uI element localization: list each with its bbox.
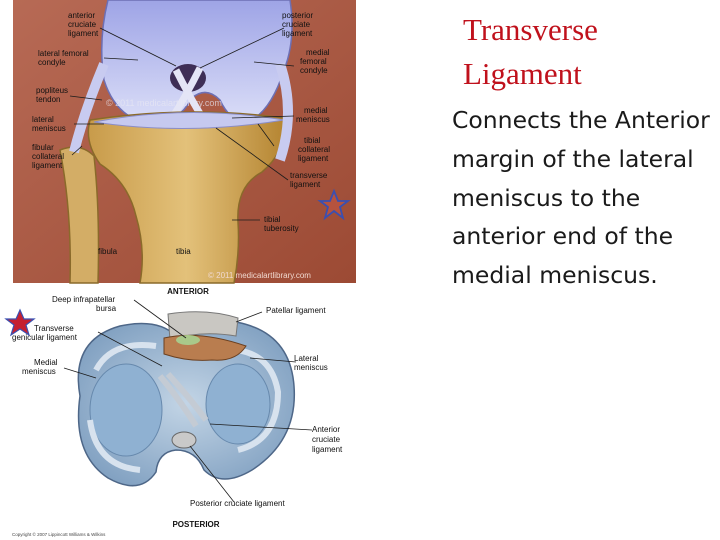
label-top-medial-meniscus: medial meniscus: [296, 106, 330, 124]
deep-infrapatellar-bursa: [176, 335, 200, 345]
watermark-top: © 2011 medicalartlibrary.com: [106, 98, 222, 108]
bottom-tibial-plateau-illustration: [6, 287, 343, 537]
label-posterior: POSTERIOR: [172, 520, 220, 529]
label-tibia: tibia: [176, 247, 191, 256]
label-fibular-collateral-ligament: fibular collateral ligament: [32, 143, 65, 170]
label-lateral-femoral-condyle: lateral femoral condyle: [38, 49, 89, 67]
slide-title-line-1: Transverse: [463, 12, 598, 47]
label-popliteus-tendon: popliteus tendon: [36, 86, 69, 104]
medial-facet: [90, 364, 162, 456]
label-medial-femoral-condyle: medial femoral condyle: [300, 48, 330, 75]
label-tibial-collateral-ligament: tibial collateral ligament: [298, 136, 331, 163]
copyright-notice: Copyright © 2007 Lippincott Williams & Wilkins: [12, 532, 106, 537]
slide-title: [463, 8, 713, 96]
posterior-cruciate-shape: [172, 432, 196, 448]
watermark-bottom: © 2011 medicalartlibrary.com: [208, 271, 311, 280]
top-knee-illustration: [13, 0, 356, 283]
label-deep-infrapatellar-bursa: Deep infrapatellar bursa: [52, 295, 117, 313]
star-icon: [6, 310, 34, 335]
lateral-facet: [206, 364, 270, 444]
label-posterior-cruciate: posterior cruciate ligament: [282, 11, 314, 38]
label-fibula: fibula: [98, 247, 118, 256]
label-bottom-anterior-cruciate: Anterior cruciate ligament: [312, 425, 343, 454]
label-posterior-cruciate-ligament: Posterior cruciate ligament: [190, 499, 285, 508]
label-transverse-genicular-ligament: Transverse genicular ligament: [12, 324, 77, 342]
label-top-lateral-meniscus: lateral meniscus: [32, 115, 66, 133]
label-anterior-cruciate: anterior cruciate ligament: [68, 11, 99, 38]
label-transverse-ligament: transverse ligament: [290, 171, 328, 189]
label-bottom-medial-meniscus: Medial meniscus: [22, 358, 58, 376]
label-bottom-lateral-meniscus: Lateral meniscus: [294, 354, 328, 372]
label-anterior: ANTERIOR: [167, 287, 209, 296]
label-tibial-tuberosity: tibial tuberosity: [264, 215, 299, 233]
slide-body-text: Connects the Anterior margin of the lateral meniscus to the anterior end of the medial meniscus.: [452, 106, 710, 290]
label-patellar-ligament: Patellar ligament: [266, 306, 326, 315]
slide-title-line-2: Ligament: [463, 56, 582, 91]
